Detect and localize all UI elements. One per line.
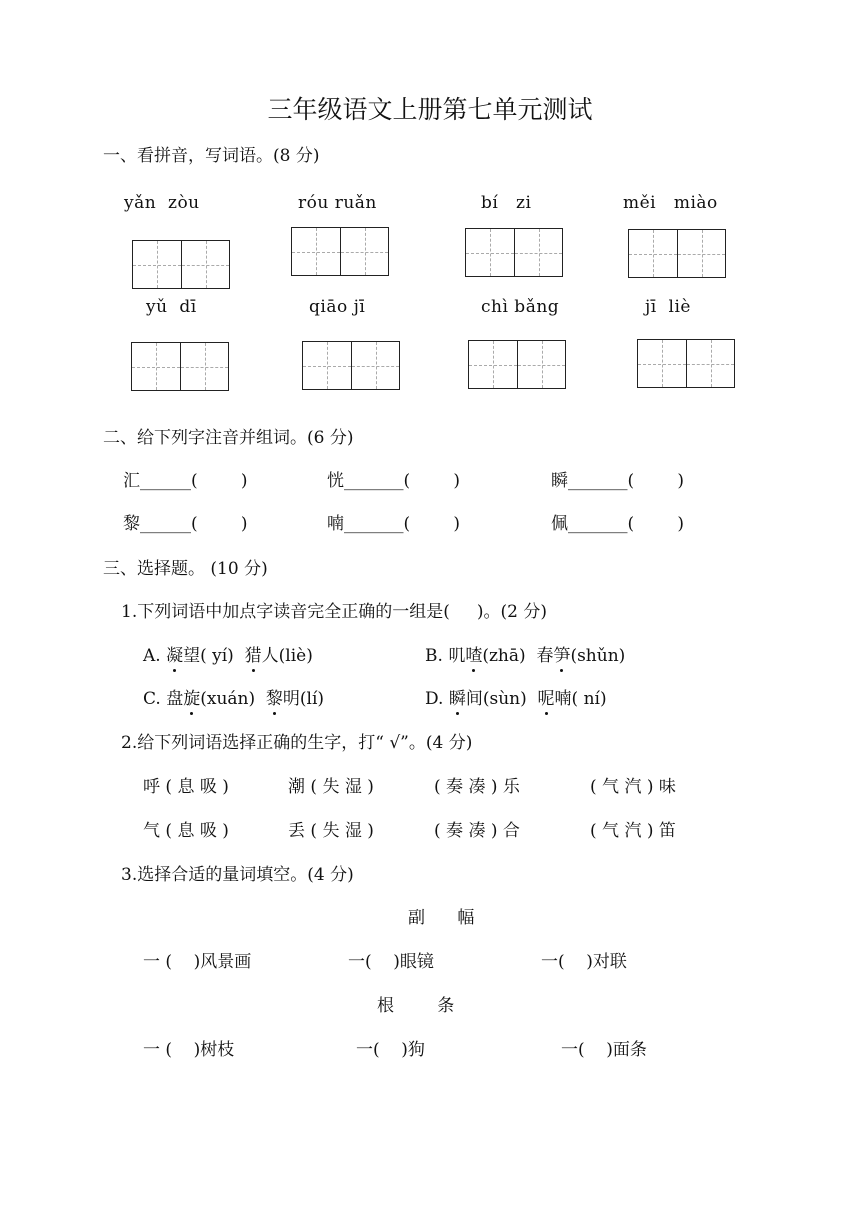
option-text: (xuán) [200, 689, 256, 709]
page-title: 三年级语文上册第七单元测试 [267, 95, 593, 124]
fill-item[interactable]: 一 ( )树枝 [143, 1040, 235, 1060]
option-label: C. [143, 689, 161, 709]
option-c[interactable] [143, 684, 324, 709]
writing-grid-3[interactable] [465, 228, 563, 277]
option-text: 春 [536, 646, 554, 666]
option-text: 人(liè) [261, 646, 313, 666]
question-2-text: 2.给下列词语选择正确的生字，打“ √”。(4 分) [121, 733, 473, 753]
choice-item[interactable]: ( 气 汽 ) 笛 [590, 821, 676, 841]
fill-item[interactable]: 一( )眼镜 [348, 952, 434, 972]
dotted-char: 旋 [183, 689, 201, 709]
pinyin-word-item[interactable]: 汇______( ) [123, 471, 248, 491]
writing-grid-1[interactable] [132, 240, 230, 289]
choice-item[interactable]: 气 ( 息 吸 ) [143, 821, 229, 841]
writing-grid-7[interactable] [468, 340, 566, 389]
dotted-char: 凝 [166, 646, 184, 666]
question-3-text: 3.选择合适的量词填空。(4 分) [121, 865, 354, 885]
option-text: 叽 [448, 646, 466, 666]
option-text: 明(lí) [282, 689, 325, 709]
section-2-heading: 二、给下列字注音并组词。(6 分) [103, 428, 354, 448]
pinyin-4: měi miào [623, 193, 718, 213]
option-text: 间(sùn) [465, 689, 527, 709]
pinyin-word-item[interactable]: 喃_______( ) [327, 514, 460, 534]
option-d[interactable] [425, 684, 607, 709]
pinyin-word-item[interactable]: 佩_______( ) [551, 514, 684, 534]
pinyin-3: bí zi [481, 193, 532, 213]
writing-grid-5[interactable] [131, 342, 229, 391]
option-a[interactable] [143, 641, 313, 666]
option-label: A. [143, 646, 161, 666]
pinyin-1: yǎn zòu [124, 193, 200, 213]
writing-grid-6[interactable] [302, 341, 400, 390]
dotted-char: 瞬 [448, 689, 466, 709]
dotted-char: 喳 [465, 646, 483, 666]
choice-item[interactable]: ( 气 汽 ) 味 [590, 777, 676, 797]
section-1-heading: 一、看拼音，写词语。(8 分) [103, 146, 320, 166]
dotted-char: 呢 [537, 689, 555, 709]
choice-item[interactable]: 潮 ( 失 湿 ) [288, 777, 374, 797]
option-b[interactable] [425, 641, 625, 666]
option-label: B. [425, 646, 443, 666]
writing-grid-4[interactable] [628, 229, 726, 278]
pinyin-word-item[interactable]: 瞬_______( ) [551, 471, 684, 491]
option-text: 盘 [166, 689, 184, 709]
option-text: (zhā) [482, 646, 526, 666]
option-text: 喃( ní) [554, 689, 607, 709]
choice-item[interactable]: ( 奏 凑 ) 合 [434, 821, 520, 841]
option-text: 望( yí) [183, 646, 234, 666]
pinyin-word-item[interactable]: 恍_______( ) [327, 471, 460, 491]
writing-grid-2[interactable] [291, 227, 389, 276]
pinyin-6: qiāo jī [309, 297, 366, 317]
dotted-char: 猎 [244, 646, 262, 666]
pinyin-2: róu ruǎn [298, 193, 377, 213]
measure-word-options: 根 条 [377, 996, 455, 1016]
fill-item[interactable]: 一( )对联 [541, 952, 627, 972]
option-label: D. [425, 689, 444, 709]
choice-item[interactable]: 丢 ( 失 湿 ) [288, 821, 374, 841]
pinyin-7: chì bǎng [481, 297, 560, 317]
option-text: (shǔn) [570, 646, 626, 666]
section-3-heading: 三、选择题。 (10 分) [103, 559, 268, 579]
choice-item[interactable]: ( 奏 凑 ) 乐 [434, 777, 520, 797]
measure-word-options: 副 幅 [408, 908, 475, 928]
dotted-char: 笋 [553, 646, 571, 666]
fill-item[interactable]: 一( )狗 [356, 1040, 425, 1060]
question-1-text: 1.下列词语中加点字读音完全正确的一组是( )。(2 分) [121, 602, 547, 622]
fill-item[interactable]: 一 ( )风景画 [143, 952, 252, 972]
pinyin-word-item[interactable]: 黎______( ) [123, 514, 248, 534]
pinyin-5: yǔ dī [146, 297, 197, 317]
dotted-char: 黎 [265, 689, 283, 709]
fill-item[interactable]: 一( )面条 [561, 1040, 647, 1060]
pinyin-8: jī liè [645, 297, 691, 317]
writing-grid-8[interactable] [637, 339, 735, 388]
choice-item[interactable]: 呼 ( 息 吸 ) [143, 777, 229, 797]
